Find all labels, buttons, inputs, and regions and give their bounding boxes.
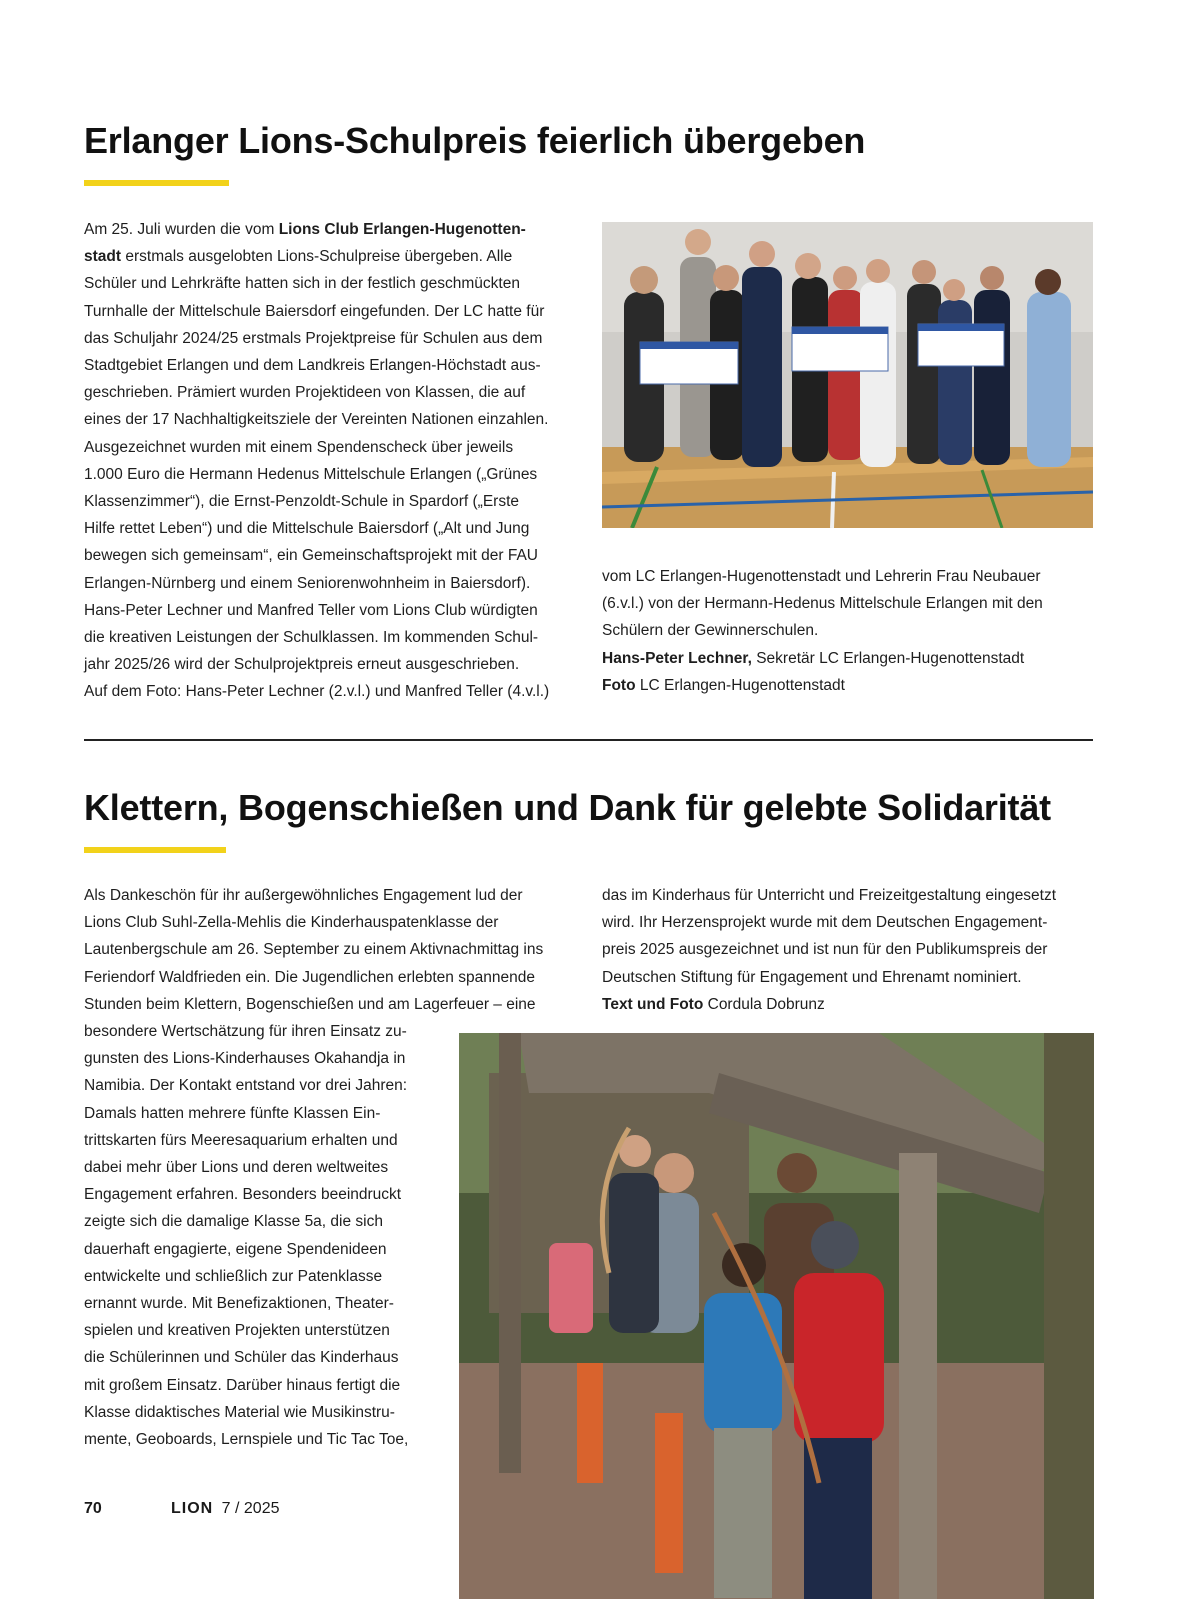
article2-line: wird. Ihr Herzensprojekt wurde mit dem Deutschen Engagement-	[602, 914, 1048, 932]
magazine-name: LION	[171, 1500, 214, 1517]
article2-credit-line: Text und Foto Cordula Dobrunz	[602, 995, 825, 1013]
article2-line: dauerhaft engagierte, eigene Spendenideen	[84, 1240, 387, 1258]
article1-line: das Schuljahr 2024/25 erstmals Projektpreise für Schulen aus dem	[84, 329, 543, 347]
article2-line: preis 2025 ausgezeichnet und ist nun für den Publikumspreis der	[602, 941, 1048, 959]
section-divider	[84, 739, 1093, 741]
award-ceremony-illustration	[602, 222, 1093, 528]
article1-line: Ausgezeichnet wurden mit einem Spendenscheck über jeweils	[84, 438, 514, 456]
page-footer	[84, 1499, 102, 1519]
article2-line: die Schülerinnen und Schüler das Kinderhaus	[84, 1349, 399, 1367]
article2-line: das im Kinderhaus für Unterricht und Freizeitgestaltung eingesetzt	[602, 887, 1057, 904]
article1-line: bewegen sich gemeinsam“, ein Gemeinschaftsprojekt mit der FAU	[84, 547, 539, 565]
article1-line: Erlangen-Nürnberg und einem Seniorenwohnheim in Baiersdorf).	[84, 574, 531, 592]
caption-line: (6.v.l.) von der Hermann-Hedenus Mittelschule Erlangen mit den	[602, 595, 1043, 613]
article1-caption	[602, 563, 1102, 699]
article1-line: geschrieben. Prämiert wurden Projektideen von Klassen, die auf	[84, 384, 526, 402]
article2-line: trittskarten fürs Meeresaquarium erhalten und	[84, 1131, 398, 1149]
article1-line: Hans-Peter Lechner und Manfred Teller vom Lions Club würdigten	[84, 601, 538, 619]
archery-photo	[459, 1033, 1094, 1599]
article1-line: Schüler und Lehrkräfte hatten sich in der festlich geschmückten	[84, 275, 520, 293]
caption-line: vom LC Erlangen-Hugenottenstadt und Lehrerin Frau Neubauer	[602, 568, 1041, 585]
article1-body	[84, 216, 584, 706]
article1-lead-line: Am 25. Juli wurden die vom Lions Club Erlangen-Hugenotten-	[84, 221, 526, 238]
article2-line: mit großem Einsatz. Darüber hinaus fertigt die	[84, 1376, 401, 1394]
issue-number: 7 / 2025	[221, 1500, 280, 1517]
article1-title: Erlanger Lions-Schulpreis feierlich übergeben	[84, 120, 866, 161]
article1-line: Auf dem Foto: Hans-Peter Lechner (2.v.l.) und Manfred Teller (4.v.l.)	[84, 683, 550, 701]
article2-right-column	[602, 882, 1102, 1018]
article2-line: Damals hatten mehrere fünfte Klassen Ein-	[84, 1104, 381, 1122]
article2-line: Lautenbergschule am 26. September zu einem Aktivnachmittag ins	[84, 941, 544, 959]
article1-line: Hilfe rettet Leben“) und die Mittelschule Baiersdorf („Alt und Jung	[84, 520, 530, 538]
caption-line: Schülern der Gewinnerschulen.	[602, 622, 819, 640]
archery-illustration	[459, 1033, 1094, 1599]
article2-line: mente, Geoboards, Lernspiele und Tic Tac Toe,	[84, 1431, 409, 1449]
article2-title: Klettern, Bogenschießen und Dank für gelebte Solidarität	[84, 787, 1051, 828]
article1-line: Klassenzimmer“), die Ernst-Penzoldt-Schule in Spardorf („Erste	[84, 493, 520, 511]
article2-line: spielen und kreativen Projekten unterstützen	[84, 1322, 390, 1340]
title-accent-bar	[84, 180, 229, 186]
magazine-issue	[171, 1499, 280, 1519]
article2-line: gunsten des Lions-Kinderhauses Okahandja in	[84, 1050, 406, 1068]
article1-line: Turnhalle der Mittelschule Baiersdorf eingefunden. Der LC hatte für	[84, 302, 545, 320]
article1-line: jahr 2025/26 wird der Schulprojektpreis erneut ausgeschrieben.	[84, 656, 520, 674]
article2-line: besondere Wertschätzung für ihren Einsatz zu-	[84, 1023, 407, 1041]
article2-line: dabei mehr über Lions und deren weltweites	[84, 1159, 389, 1177]
article2-line: Stunden beim Klettern, Bogenschießen und am Lagerfeuer – eine	[84, 995, 536, 1013]
article2-line: Feriendorf Waldfrieden ein. Die Jugendlichen erlebten spannende	[84, 968, 535, 986]
photo-credit-line: Foto LC Erlangen-Hugenottenstadt	[602, 676, 845, 694]
article2-line: zeigte sich die damalige Klasse 5a, die sich	[84, 1213, 383, 1231]
article1-line: 1.000 Euro die Hermann Hedenus Mittelschule Erlangen („Grünes	[84, 465, 538, 483]
article2-line: Klasse didaktisches Material wie Musikinstru-	[84, 1403, 395, 1421]
article1-line: die kreativen Leistungen der Schulklassen. Im kommenden Schul-	[84, 629, 539, 647]
title-accent-bar	[84, 847, 226, 853]
article2-line: Deutschen Stiftung für Engagement und Ehrenamt nominiert.	[602, 968, 1022, 986]
article2-line: Lions Club Suhl-Zella-Mehlis die Kinderhauspatenklasse der	[84, 914, 499, 932]
article1-line: Stadtgebiet Erlangen und dem Landkreis Erlangen-Höchstadt aus-	[84, 357, 541, 375]
article2-line: ernannt wurde. Mit Benefizaktionen, Theater-	[84, 1295, 394, 1313]
article2-line: Namibia. Der Kontakt entstand vor drei Jahren:	[84, 1077, 408, 1095]
article2-line: Engagement erfahren. Besonders beeindruckt	[84, 1186, 402, 1204]
award-ceremony-photo	[602, 222, 1093, 528]
author-line: Hans-Peter Lechner, Sekretär LC Erlangen-Hugenottenstadt	[602, 649, 1025, 667]
article2-line: entwickelte und schließlich zur Patenklasse	[84, 1267, 383, 1285]
article1-line: eines der 17 Nachhaltigkeitsziele der Vereinten Nationen einzahlen.	[84, 411, 549, 429]
page-number: 70	[84, 1500, 102, 1517]
article2-line: Als Dankeschön für ihr außergewöhnliches Engagement lud der	[84, 887, 523, 904]
article1-lead-line-2: stadt erstmals ausgelobten Lions-Schulpreise übergeben. Alle	[84, 248, 513, 266]
